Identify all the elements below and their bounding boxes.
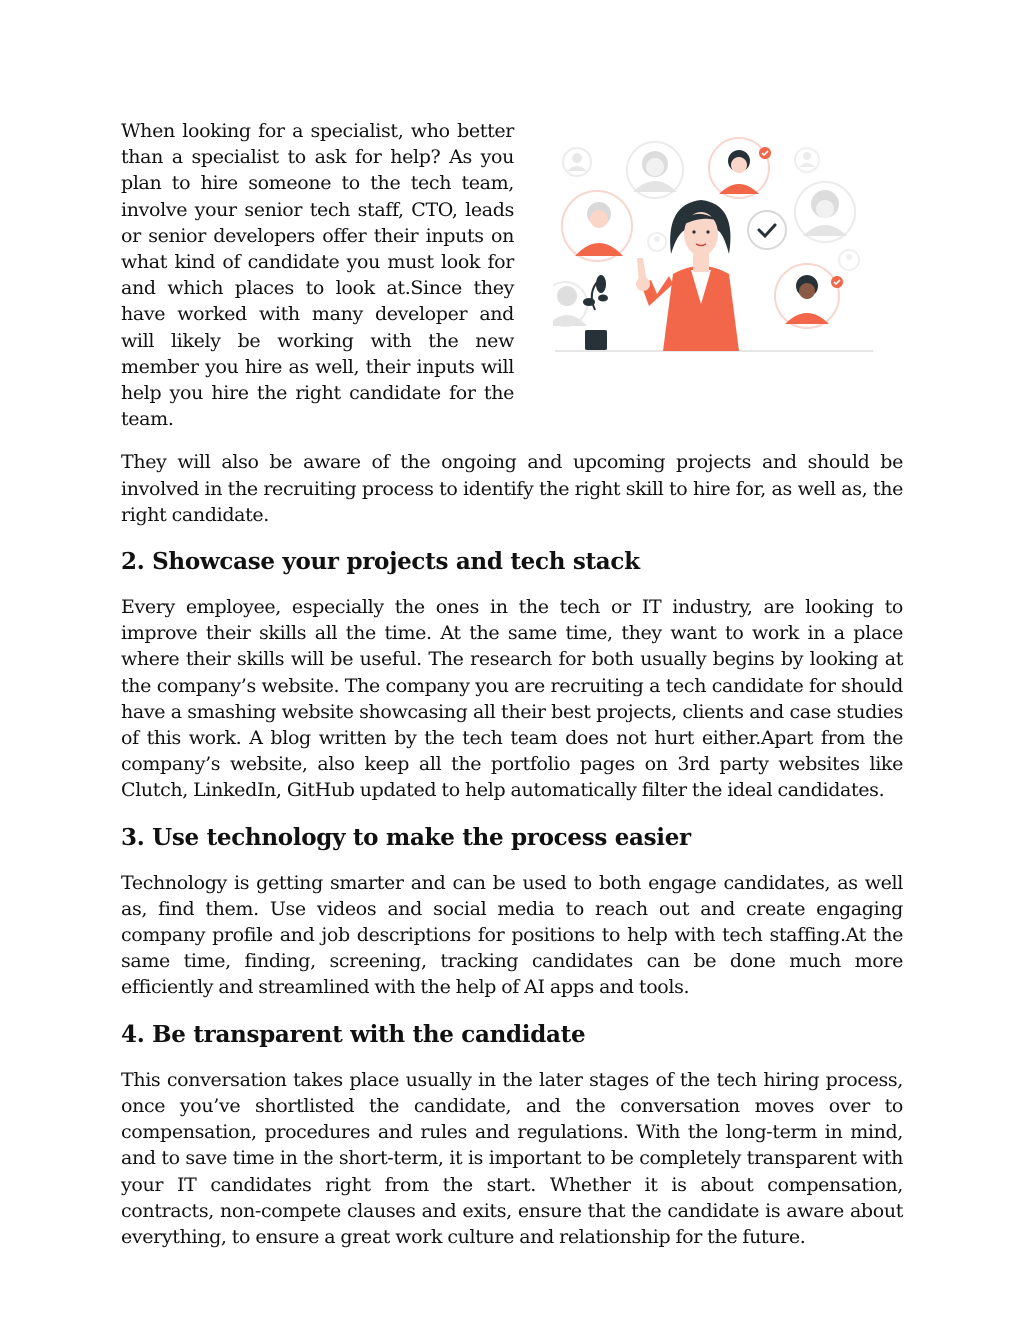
recruiter-woman-figure bbox=[636, 200, 739, 351]
intro-paragraph-2: They will also be aware of the ongoing and upcoming projects and should be involved in the recruiting process to identify the right skill to hire for, as well as, the right candidate. bbox=[121, 451, 903, 526]
candidate-avatar-orange-left bbox=[562, 191, 632, 261]
document-page bbox=[121, 118, 903, 1250]
intro-paragraph: When looking for a specialist, who better than a specialist to ask for help? As you plan to hire someone to the tech team, involve your senior tech staff, CTO, leads or senior developers offer their inputs on what kind of candidate you must look for and which places to look at.Since they have worked with many developer and will likely be working with the new member you hire as well, their inputs will help you hire the right candidate for the team. bbox=[121, 120, 514, 431]
section-body-transparency: This conversation takes place usually in the later stages of the tech hiring process, once you’ve shortlisted the candidate, and the conversation moves over to compensation, procedures and rules and regulations. With the long-term in mind, and to save time in the short-term, it is important to be completely transparent with your IT candidates right from the start. Whether it is about compensation, contracts, non-compete clauses and exits, ensure that the candidate is aware about everything, to ensure a great work culture and relationship for the future. bbox=[121, 1068, 903, 1248]
section-body-showcase: Every employee, especially the ones in the tech or IT industry, are looking to improve their skills all the time. At the same time, they want to work in a place where their skills will be useful. The research for both usually begins by looking at the company’s website. The company you are recruiting a tech candidate for should have a smashing website showcasing all their best projects, clients and case studies of this work. A blog written by the tech team does not hurt either.Apart from the company’s website, also keep all the portfolio pages on 3rd party websites like Clutch, LinkedIn, GitHub updated to help automatically filter the ideal candidates. bbox=[121, 596, 903, 802]
candidate-avatar-orange-top bbox=[709, 138, 771, 198]
candidate-avatar-orange-right bbox=[775, 264, 843, 328]
candidate-avatar-gray-woman bbox=[627, 142, 683, 198]
candidate-avatar-gray-small-3 bbox=[839, 250, 859, 270]
checkmark-bubble-icon bbox=[748, 211, 786, 249]
potted-plant-icon bbox=[583, 275, 608, 350]
candidate-avatar-gray-curly bbox=[795, 182, 855, 242]
candidate-avatar-gray-small-2 bbox=[648, 233, 666, 251]
recruiter-with-candidates-illustration bbox=[553, 134, 877, 366]
candidate-avatar-gray-small-right bbox=[795, 148, 819, 172]
section-heading-technology: 3. Use technology to make the process easier bbox=[121, 823, 691, 851]
intro-row bbox=[121, 118, 903, 432]
candidate-avatar-gray-man bbox=[553, 282, 587, 326]
candidate-avatar-gray-small bbox=[563, 148, 591, 176]
section-body-technology: Technology is getting smarter and can be used to both engage candidates, as well as, find them. Use videos and social media to reach out and create engaging company profile and job descriptions for positions to help with tech staffing.At the same time, finding, screening, tracking candidates can be done much more efficiently and streamlined with the help of AI apps and tools. bbox=[121, 871, 903, 999]
section-heading-showcase: 2. Showcase your projects and tech stack bbox=[121, 548, 640, 576]
section-heading-transparency: 4. Be transparent with the candidate bbox=[121, 1020, 586, 1048]
